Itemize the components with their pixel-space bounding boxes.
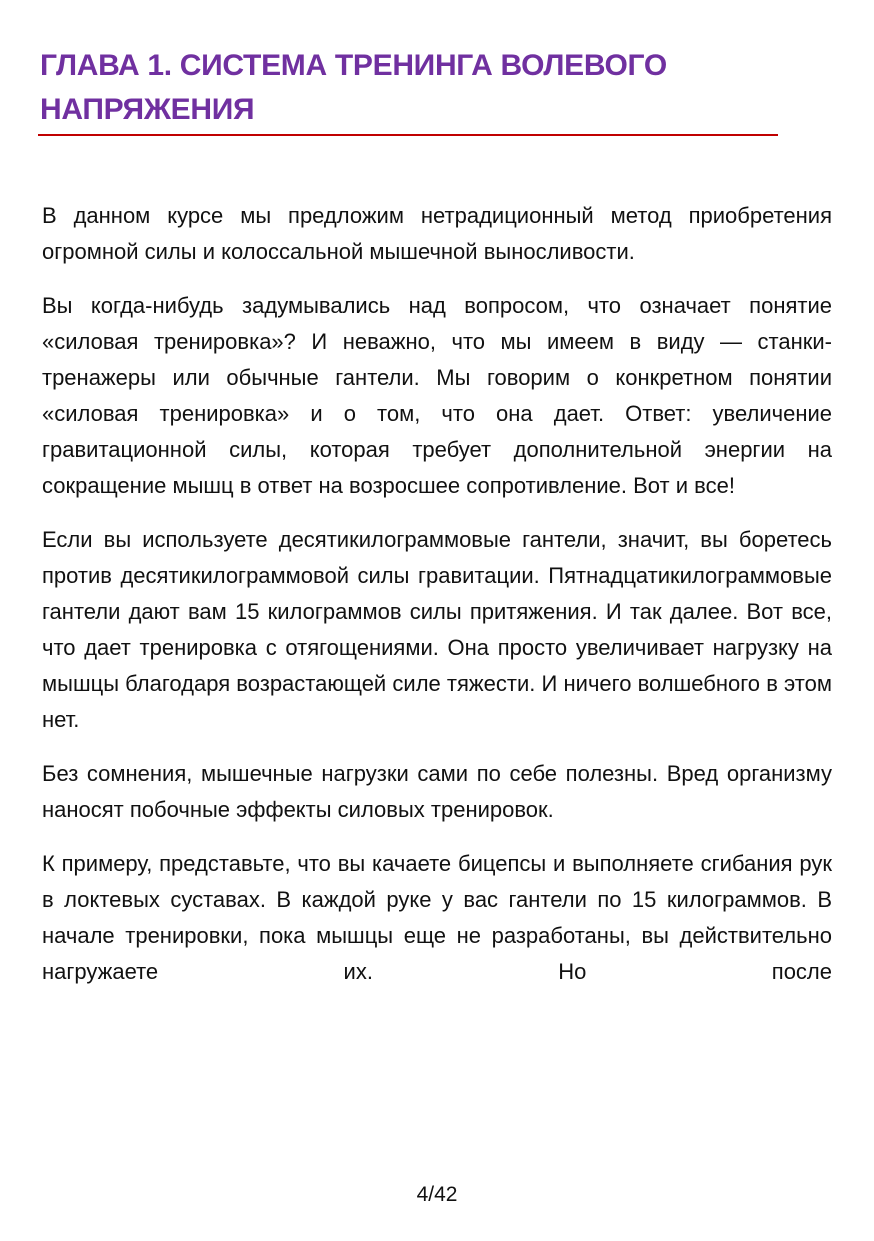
paragraph: Вы когда-нибудь задумывались над вопросом, что означает понятие «силовая тренировка»? И неважно, что мы имеем в виду — станки-тренажеры или обычные гантели. Мы говорим о конкретном понятии «силовая тренировка» и о том, что она дает. Ответ: увеличение гравитационной силы, которая требует дополнительной энергии на сокращение мышц в ответ на возросшее сопротивление. Вот и все! (42, 293, 832, 498)
body-text (42, 198, 832, 1008)
paragraph: Если вы используете десятикилограммовые гантели, значит, вы боретесь против десятикилограммовой силы гравитации. Пятнадцатикилограммовые гантели дают вам 15 килограммов силы притяжения. И так далее. Вот все, что дает тренировка с отягощениями. Она просто увеличивает нагрузку на мышцы благодаря возрастающей силе тяжести. И ничего волшебного в этом нет. (42, 527, 832, 732)
page-number: 4/42 (416, 1183, 458, 1206)
chapter-title: ГЛАВА 1. СИСТЕМА ТРЕНИНГА ВОЛЕВОГО НАПРЯЖЕНИЯ (40, 49, 667, 126)
paragraph: К примеру, представьте, что вы качаете бицепсы и выполняете сгибания рук в локтевых суставах. В каждой руке у вас гантели по 15 килограммов. В начале тренировки, пока мышцы еще не разработаны, вы действительно нагружаете их. Но после (42, 851, 832, 984)
paragraph: Без сомнения, мышечные нагрузки сами по себе полезны. Вред организму наносят побочные эффекты силовых тренировок. (42, 761, 832, 822)
title-underline (38, 134, 778, 136)
paragraph: В данном курсе мы предложим нетрадиционный метод приобретения огромной силы и колоссальной мышечной выносливости. (42, 203, 832, 264)
